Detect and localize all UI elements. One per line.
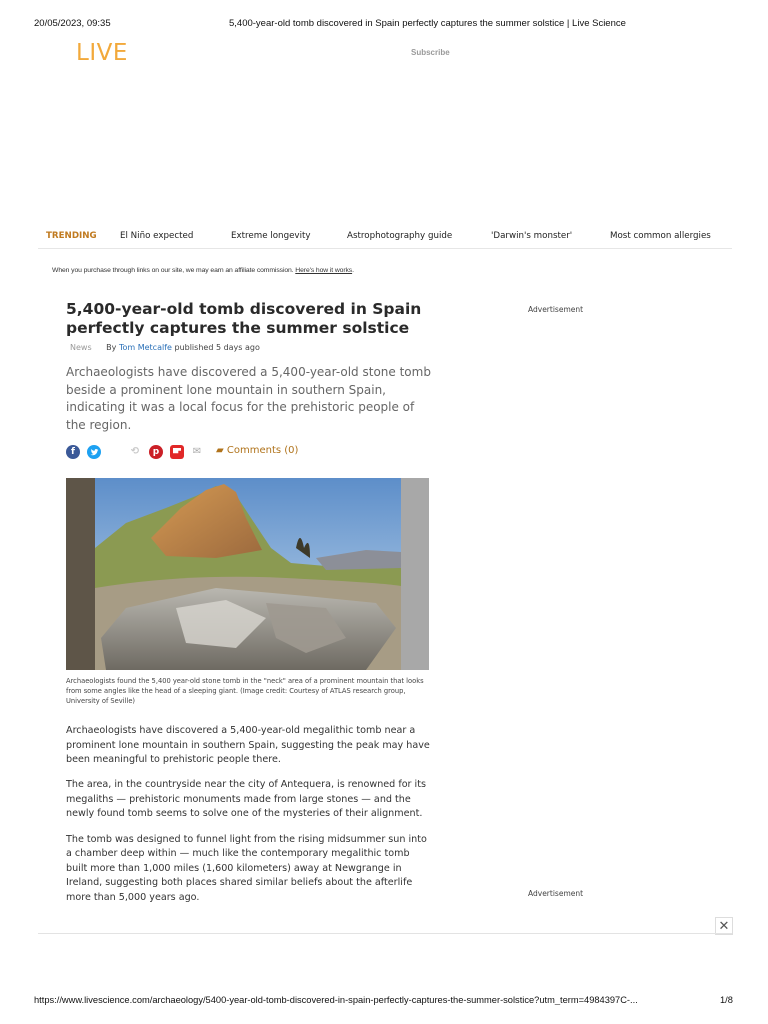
print-header bbox=[34, 18, 734, 30]
print-datetime: 20/05/2023, 09:35 bbox=[34, 18, 111, 29]
trending-item[interactable]: Most common allergies bbox=[610, 231, 711, 241]
close-icon: ✕ bbox=[718, 918, 730, 933]
author-link[interactable]: Tom Metcalfe bbox=[118, 343, 172, 352]
flipboard-icon[interactable] bbox=[170, 445, 184, 459]
comments-label: Comments (0) bbox=[226, 445, 299, 456]
pinterest-icon[interactable]: p bbox=[149, 445, 163, 459]
affiliate-end: . bbox=[352, 267, 354, 274]
byline-by: By bbox=[106, 343, 117, 352]
body-paragraph: Archaeologists have discovered a 5,400-year-old megalithic tomb near a prominent lone mountain in southern Spain, suggesting the peak may have been meaningful to prehistoric people there. bbox=[66, 725, 430, 766]
advertisement-label: Advertisement bbox=[528, 889, 584, 898]
comment-icon: ▰ bbox=[216, 445, 224, 456]
print-page-number: 1/8 bbox=[720, 995, 733, 1005]
twitter-icon[interactable] bbox=[87, 445, 101, 459]
print-page-title: 5,400-year-old tomb discovered in Spain perfectly captures the summer solstice | Live Science bbox=[229, 18, 626, 29]
facebook-icon[interactable]: f bbox=[66, 445, 80, 459]
subscribe-link[interactable]: Subscribe bbox=[411, 48, 450, 57]
article-standfirst: Archaeologists have discovered a 5,400-year-old stone tomb beside a prominent lone mountain in southern Spain, indicating it was a local focus for the prehistoric people of the region. bbox=[66, 365, 431, 432]
share-bar bbox=[66, 444, 326, 460]
email-icon[interactable]: ✉ bbox=[192, 446, 202, 457]
article-headline: 5,400-year-old tomb discovered in Spain perfectly captures the summer solstice bbox=[66, 300, 422, 337]
hero-image bbox=[66, 478, 429, 670]
hero-caption: Archaeologists found the 5,400 year-old stone tomb in the "neck" area of a prominent mountain that looks from some angles like the head of a sleeping giant. (Image credit: Courtesy of ATLAS research group, University of Seville) bbox=[66, 677, 424, 705]
trending-item[interactable]: Astrophotography guide bbox=[347, 231, 453, 241]
trending-label: TRENDING bbox=[46, 231, 97, 241]
body-paragraph: The tomb was designed to funnel light from the rising midsummer sun into a chamber deep within — much like the contemporary megalithic tomb built more than 1,000 miles (1,600 kilometers) away at Newgrange in Ireland, suggesting both places shared similar beliefs about the afterlife more than 5,000 years ago. bbox=[66, 833, 427, 903]
body-paragraph: The area, in the countryside near the city of Antequera, is renowned for its megaliths — prehistoric monuments made from large stones — and the newly found tomb seems to solve one of the mysteries of their alignment. bbox=[66, 779, 426, 820]
print-footer-url: https://www.livescience.com/archaeology/5400-year-old-tomb-discovered-in-spain-perfectly-captures-the-summer-solstice?utm_term=4984397C-... bbox=[34, 995, 638, 1005]
how-it-works-link[interactable]: Here's how it works bbox=[295, 267, 353, 274]
trending-item[interactable]: 'Darwin's monster' bbox=[491, 231, 573, 241]
comments-link[interactable] bbox=[216, 445, 298, 456]
trending-bar bbox=[38, 228, 732, 249]
trending-item[interactable]: El Niño expected bbox=[120, 231, 194, 241]
advertisement-label: Advertisement bbox=[528, 305, 584, 314]
published-date: published 5 days ago bbox=[174, 343, 260, 352]
site-logo[interactable]: LIVE bbox=[76, 40, 128, 66]
affiliate-text: When you purchase through links on our site, we may earn an affiliate commission. bbox=[52, 267, 294, 274]
trending-item[interactable]: Extreme longevity bbox=[231, 231, 311, 241]
article-body bbox=[66, 724, 432, 916]
reddit-icon[interactable]: ⟲ bbox=[130, 446, 140, 457]
divider bbox=[38, 933, 732, 934]
byline bbox=[70, 343, 260, 352]
affiliate-notice bbox=[52, 267, 354, 274]
category-tag[interactable]: News bbox=[70, 343, 92, 352]
